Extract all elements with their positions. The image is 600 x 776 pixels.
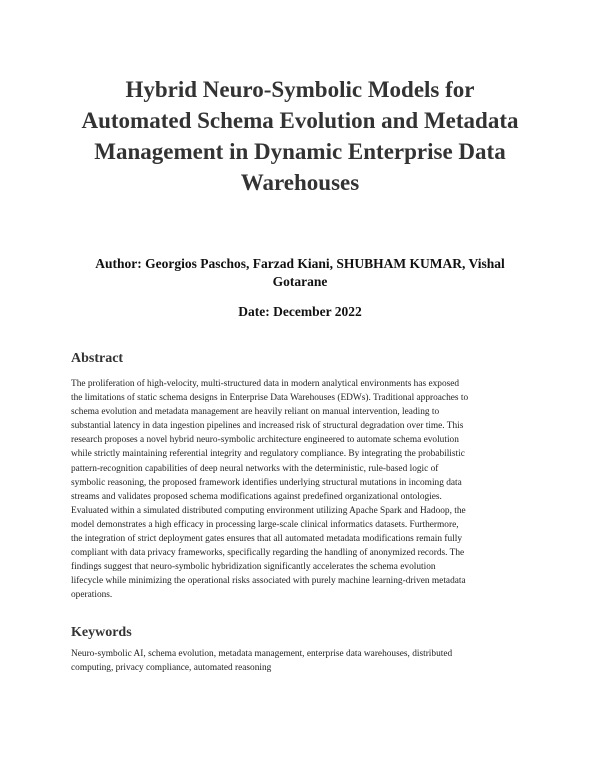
keywords-heading: Keywords [71, 625, 132, 640]
abstract-line: the limitations of static schema designs in Enterprise Data Warehouses (EDWs). Traditional approaches to [71, 393, 469, 404]
paper-title [60, 74, 540, 198]
author-line: Author: Georgios Paschos, Farzad Kiani, SHUBHAM KUMAR, Vishal [95, 256, 505, 271]
abstract-line: findings suggest that neuro-symbolic hybridization significantly accelerates the schema evolution [71, 562, 436, 573]
publication-date: Date: December 2022 [238, 304, 362, 319]
abstract-line: lifecycle while minimizing the operational risks associated with purely machine learning-driven metadata [71, 576, 466, 587]
author-list [70, 255, 530, 291]
title-line: Automated Schema Evolution and Metadata [81, 108, 519, 133]
abstract-line: symbolic reasoning, the proposed framework identifies underlying structural mutations in incoming data [71, 477, 462, 488]
abstract-line: The proliferation of high-velocity, multi-structured data in modern analytical environments has exposed [71, 379, 460, 389]
title-line: Hybrid Neuro-Symbolic Models for [125, 77, 475, 102]
title-line: Management in Dynamic Enterprise Data [94, 139, 506, 164]
abstract-line: research proposes a novel hybrid neuro-symbolic architecture engineered to automate schema evolution [71, 435, 459, 446]
abstract-line: Evaluated within a simulated distributed computing environment utilizing Apache Spark and Hadoop, the [71, 505, 466, 516]
abstract-line: operations. [71, 590, 113, 601]
abstract-line: streams and validates proposed schema modifications against predefined organizational ontologies. [71, 491, 442, 502]
title-line: Warehouses [240, 170, 360, 195]
keywords-line: Neuro-symbolic AI, schema evolution, metadata management, enterprise data warehouses, distributed [71, 649, 453, 659]
abstract-body [71, 377, 531, 603]
abstract-line: compliant with data privacy frameworks, specifically regarding the handling of anonymized records. The [71, 548, 465, 559]
author-line: Gotarane [272, 274, 328, 289]
abstract-line: pattern-recognition capabilities of deep neural networks with the deterministic, rule-based logic of [71, 463, 439, 474]
abstract-line: substantial latency in data ingestion pipelines and increased risk of structural degradation over time. This [71, 421, 464, 432]
abstract-line: schema evolution and metadata management are heavily reliant on manual intervention, leading to [71, 407, 440, 418]
abstract-line: while strictly maintaining referential integrity and regulatory compliance. By integrating the probabilistic [71, 449, 465, 460]
abstract-heading: Abstract [71, 351, 124, 366]
keywords-body [71, 647, 531, 675]
keywords-line: computing, privacy compliance, automated reasoning [71, 663, 272, 674]
abstract-line: model demonstrates a high efficacy in processing large-scale clinical informatics datasets. Furthermore, [71, 519, 459, 530]
abstract-line: the integration of strict deployment gates ensures that all automated metadata modifications remain fully [71, 534, 463, 545]
